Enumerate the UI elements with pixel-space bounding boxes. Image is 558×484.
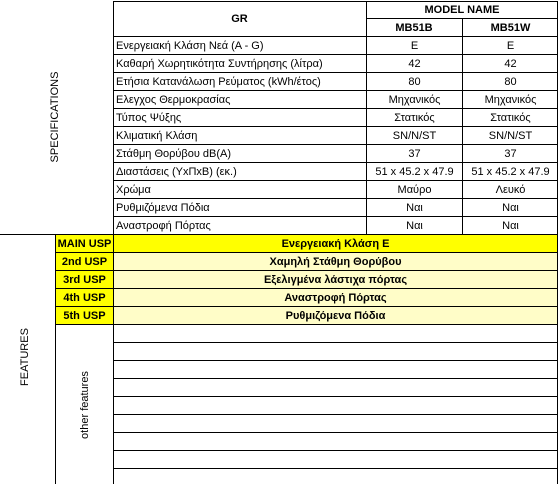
spec-label: Ετήσια Κατανάλωση Ρεύματος (kWh/έτος) [116,76,321,88]
grid-line [55,234,56,484]
grid-line [56,306,558,307]
model-header-1: MB51B [395,21,433,34]
spec-value-model-2: 51 x 45.2 x 47.9 [471,166,550,178]
grid-line [113,90,558,91]
grid-line [113,216,558,217]
grid-line [113,36,558,37]
grid-line [113,54,558,55]
spec-value-model-2: 42 [504,58,517,70]
usp-label: 3rd USP [56,271,113,289]
grid-line [113,1,558,2]
grid-line [113,450,558,451]
grid-line [366,1,367,235]
spec-value-model-2: E [506,40,515,52]
grid-line [113,108,558,109]
grid-line [462,18,463,235]
grid-line [113,432,558,433]
spec-value-model-2: Λευκό [495,184,526,196]
model-name-header: MODEL NAME [424,4,500,16]
spec-value-model-2: Στατικός [490,112,531,124]
spec-value-model-1: 80 [408,76,421,88]
spec-value-model-1: 37 [408,148,421,160]
usp-text: Ρυθμιζόμενα Πόδια [113,307,558,325]
grid-line [113,72,558,73]
spec-value-model-2: Ναι [502,202,519,214]
spec-label: Ελεγχος Θερμοκρασίας [116,94,231,106]
spec-value-model-2: 37 [504,148,517,160]
spec-label: Ενεργειακή Κλάση Νεά (A - G) [116,40,264,52]
spec-value-model-1: 42 [408,58,421,70]
grid-line [113,360,558,361]
spec-value-model-2: Ναι [502,220,519,232]
region-header: GR [231,13,248,25]
grid-line [0,234,558,235]
spec-value-model-2: 80 [504,76,517,88]
grid-line [113,414,558,415]
features-section-label: FEATURES [19,328,31,386]
usp-text: Ενεργειακή Κλάση E [113,235,558,253]
grid-line [113,468,558,469]
grid-line [113,378,558,379]
spec-label: Αναστροφή Πόρτας [116,220,211,232]
grid-line [113,162,558,163]
spec-label: Τύπος Ψύξης [116,112,182,124]
grid-line [113,1,114,235]
grid-line [56,270,558,271]
other-features-label: other features [79,371,91,439]
spec-label: Ρυθμιζόμενα Πόδια [116,202,210,214]
usp-label: 4th USP [56,289,113,307]
spec-value-model-1: SN/N/ST [392,130,437,142]
spec-label: Στάθμη Θορύβου dB(A) [116,148,232,160]
grid-line [113,198,558,199]
model-header-2: MB51W [490,21,531,34]
grid-line [113,144,558,145]
spec-value-model-1: Στατικός [394,112,435,124]
grid-line [113,396,558,397]
spec-label: Καθαρή Χωρητικότητα Συντήρησης (λίτρα) [116,58,323,70]
usp-label: MAIN USP [56,235,113,253]
spec-value-model-1: Ναι [406,202,423,214]
spec-value-model-2: Μηχανικός [484,94,537,106]
grid-line [113,126,558,127]
usp-label: 5th USP [56,307,113,325]
usp-text: Αναστροφή Πόρτας [113,289,558,307]
usp-text: Εξελιγμένα λάστιχα πόρτας [113,271,558,289]
spec-value-model-1: E [410,40,419,52]
usp-text: Χαμηλή Στάθμη Θορύβου [113,253,558,271]
spec-label: Χρώμα [116,184,151,196]
spec-value-model-2: SN/N/ST [488,130,533,142]
grid-line [56,288,558,289]
usp-label: 2nd USP [56,253,113,271]
spec-label: Κλιματική Κλάση [116,130,198,142]
grid-line [113,234,114,484]
grid-line [113,342,558,343]
grid-line [113,180,558,181]
spec-value-model-1: Ναι [406,220,423,232]
spec-value-model-1: Μαύρο [397,184,432,196]
spec-label: Διαστάσεις (ΥxΠxΒ) (εκ.) [116,166,237,178]
specifications-section-label: SPECIFICATIONS [49,71,61,163]
grid-line [56,252,558,253]
grid-line [56,324,558,325]
spec-value-model-1: 51 x 45.2 x 47.9 [375,166,454,178]
spec-value-model-1: Μηχανικός [388,94,441,106]
